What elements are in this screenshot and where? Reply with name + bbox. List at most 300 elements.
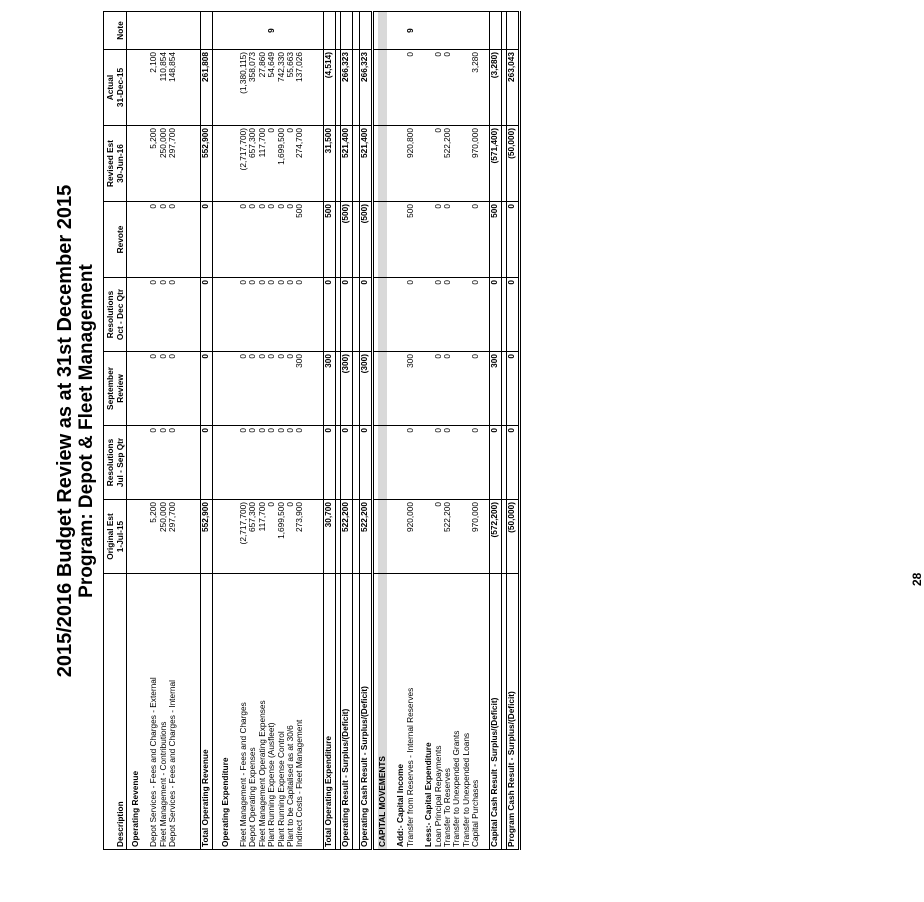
value-cell: 0: [286, 202, 295, 278]
spacer-cell: [178, 12, 201, 50]
spacer-cell: [212, 50, 221, 126]
note-cell: [452, 12, 461, 50]
spacer-cell: [178, 278, 201, 352]
empty-cell: [131, 202, 140, 278]
value-cell: 0: [239, 352, 248, 426]
value-cell: 31,500: [323, 126, 335, 202]
row-label: Transfer to Unexpended Loans: [462, 574, 471, 850]
empty-cell: [424, 426, 433, 500]
row-label: Plant to be Capitalised as at 30/6: [286, 574, 295, 850]
value-cell: 500: [406, 202, 415, 278]
value-cell: 0: [149, 426, 158, 500]
value-cell: 297,700: [168, 126, 177, 202]
section-heading: Less:- Capital Expenditure: [424, 574, 433, 850]
spacer-cell: [212, 278, 221, 352]
rotated-report-page: [52, 0, 924, 862]
value-cell: (500): [359, 202, 372, 278]
value-cell: (571,400): [489, 126, 501, 202]
value-cell: 1,699,500: [277, 126, 286, 202]
spacer-cell: [481, 500, 490, 574]
value-cell: 0: [295, 426, 304, 500]
spacer-cell: [230, 278, 239, 352]
value-cell: (2,717,700): [239, 500, 248, 574]
value-cell: 522,200: [359, 500, 372, 574]
value-cell: 0: [489, 426, 501, 500]
spacer-cell: [415, 500, 424, 574]
value-cell: 274,700: [295, 126, 304, 202]
empty-cell: [424, 50, 433, 126]
note-cell: [506, 12, 519, 50]
row-label: Total Operating Expenditure: [323, 574, 335, 850]
section-operating-expenditure: [221, 12, 230, 850]
value-cell: [462, 426, 471, 500]
value-cell: 0: [200, 278, 212, 352]
value-cell: 920,000: [406, 500, 415, 574]
value-cell: 1,699,500: [277, 500, 286, 574]
value-cell: 0: [506, 352, 519, 426]
spacer-cell: [140, 202, 149, 278]
empty-cell: [378, 352, 387, 426]
value-cell: 0: [248, 352, 257, 426]
spacer-cell: [178, 50, 201, 126]
value-cell: 148,854: [168, 50, 177, 126]
value-cell: (500): [340, 202, 352, 278]
value-cell: 0: [248, 278, 257, 352]
value-cell: 0: [258, 278, 267, 352]
value-cell: 500: [295, 202, 304, 278]
note-cell: [489, 12, 501, 50]
spacer-row: [305, 12, 324, 850]
note-cell: [323, 12, 335, 50]
spacer-cell: [387, 500, 396, 574]
spacer-cell: [481, 126, 490, 202]
value-cell: [452, 352, 461, 426]
value-cell: 0: [200, 202, 212, 278]
value-cell: 0: [406, 426, 415, 500]
spacer-cell: [305, 574, 324, 850]
spacer-cell: [387, 50, 396, 126]
value-cell: 250,000: [159, 126, 168, 202]
empty-cell: [378, 426, 387, 500]
note-cell: 9: [406, 12, 415, 50]
value-cell: 300: [295, 352, 304, 426]
note-cell: [248, 12, 257, 50]
total-operating-expenditure-row: [323, 12, 335, 850]
spacer-cell: [305, 50, 324, 126]
value-cell: (1,380,115): [239, 50, 248, 126]
value-cell: 0: [277, 202, 286, 278]
value-cell: 0: [168, 352, 177, 426]
spacer-cell: [352, 278, 359, 352]
header-description: Description: [104, 574, 127, 850]
spacer-cell: [212, 500, 221, 574]
capital-income-row: [406, 12, 415, 850]
value-cell: 273,900: [295, 500, 304, 574]
row-label: Depot Services - Fees and Charges - Internal: [168, 574, 177, 850]
spacer-cell: [178, 126, 201, 202]
value-cell: 0: [443, 50, 452, 126]
spacer-cell: [212, 352, 221, 426]
value-cell: (300): [359, 352, 372, 426]
value-cell: 0: [248, 202, 257, 278]
note-cell: [340, 12, 352, 50]
note-cell: [149, 12, 158, 50]
spacer-cell: [230, 426, 239, 500]
header-actual: Actual 31-Dec-15: [104, 50, 127, 126]
header-note: Note: [104, 12, 127, 50]
row-label: Program Cash Result - Surplus/(Deficit): [506, 574, 519, 850]
section-heading: CAPITAL MOVEMENTS: [378, 574, 387, 850]
spacer-cell: [305, 126, 324, 202]
value-cell: 0: [248, 426, 257, 500]
spacer-cell: [415, 426, 424, 500]
section-capital-movements: [378, 12, 387, 850]
value-cell: 0: [267, 202, 276, 278]
operating-result-row: [340, 12, 352, 850]
row-label: Indirect Costs - Fleet Management: [295, 574, 304, 850]
spacer-cell: [352, 426, 359, 500]
spacer-cell: [230, 352, 239, 426]
note-cell: [471, 12, 480, 50]
header-res2: Resolutions Oct - Dec Qtr: [104, 278, 127, 352]
spacer-cell: [415, 202, 424, 278]
value-cell: 266,323: [340, 50, 352, 126]
value-cell: 0: [258, 426, 267, 500]
note-cell: [200, 12, 212, 50]
spacer-row: [415, 12, 424, 850]
capital-cash-result-row: [489, 12, 501, 850]
value-cell: 0: [406, 50, 415, 126]
value-cell: 0: [340, 278, 352, 352]
value-cell: 522,200: [340, 500, 352, 574]
empty-cell: [378, 202, 387, 278]
empty-cell: [396, 278, 405, 352]
empty-cell: [378, 500, 387, 574]
spacer-row: [212, 12, 221, 850]
note-cell: [277, 12, 286, 50]
value-cell: 0: [239, 426, 248, 500]
expenditure-row: [295, 12, 304, 850]
row-label: Plant Running Expense (Ausfleet): [267, 574, 276, 850]
value-cell: 0: [443, 426, 452, 500]
empty-cell: [221, 50, 230, 126]
header-revised: Revised Est 30-Jun-16: [104, 126, 127, 202]
value-cell: 0: [434, 50, 443, 126]
spacer-cell: [387, 352, 396, 426]
value-cell: 552,900: [200, 126, 212, 202]
spacer-cell: [481, 12, 490, 50]
value-cell: 0: [277, 426, 286, 500]
note-cell: [295, 12, 304, 50]
revenue-row: [168, 12, 177, 850]
value-cell: 0: [159, 352, 168, 426]
value-cell: 742,330: [277, 50, 286, 126]
spacer-cell: [387, 202, 396, 278]
value-cell: 0: [149, 278, 158, 352]
value-cell: 0: [434, 500, 443, 574]
value-cell: [452, 126, 461, 202]
value-cell: 0: [277, 352, 286, 426]
header-original: Original Est 1-Jul-15: [104, 500, 127, 574]
empty-cell: [221, 352, 230, 426]
note-cell: [434, 12, 443, 50]
empty-cell: [424, 202, 433, 278]
spacer-cell: [352, 12, 359, 50]
value-cell: 0: [506, 202, 519, 278]
spacer-cell: [178, 500, 201, 574]
value-cell: 300: [406, 352, 415, 426]
value-cell: [462, 202, 471, 278]
total-operating-revenue-row: [200, 12, 212, 850]
empty-cell: [221, 202, 230, 278]
spacer-cell: [305, 352, 324, 426]
value-cell: 0: [200, 352, 212, 426]
empty-cell: [396, 50, 405, 126]
spacer-cell: [230, 202, 239, 278]
header-sept: September Review: [104, 352, 127, 426]
value-cell: 5,200: [149, 126, 158, 202]
capital-expenditure-row: [452, 12, 461, 850]
value-cell: 0: [443, 352, 452, 426]
value-cell: 3,280: [471, 50, 480, 126]
row-label: Operating Result - Surplus/(Deficit): [340, 574, 352, 850]
note-cell: [159, 12, 168, 50]
section-heading: Add:- Capital Income: [396, 574, 405, 850]
table-body: [127, 12, 520, 850]
report-subtitle: Program: Depot & Fleet Management: [76, 264, 97, 598]
value-cell: 0: [506, 278, 519, 352]
value-cell: 0: [267, 278, 276, 352]
row-label: Operating Cash Result - Surplus/(Deficit): [359, 574, 372, 850]
value-cell: [462, 352, 471, 426]
value-cell: 0: [159, 426, 168, 500]
row-label: Fleet Management Operating Expenses: [258, 574, 267, 850]
empty-cell: [221, 278, 230, 352]
empty-cell: [131, 126, 140, 202]
value-cell: 297,700: [168, 500, 177, 574]
value-cell: 0: [159, 278, 168, 352]
value-cell: 0: [267, 352, 276, 426]
value-cell: 0: [471, 278, 480, 352]
capital-expenditure-row: [471, 12, 480, 850]
value-cell: (3,280): [489, 50, 501, 126]
value-cell: 137,026: [295, 50, 304, 126]
spacer-cell: [305, 500, 324, 574]
value-cell: 0: [286, 500, 295, 574]
row-label: Capital Cash Result - Surplus/(Deficit): [489, 574, 501, 850]
value-cell: [452, 278, 461, 352]
empty-cell: [131, 500, 140, 574]
empty-cell: [131, 12, 140, 50]
spacer-cell: [481, 278, 490, 352]
value-cell: 0: [286, 352, 295, 426]
empty-cell: [131, 352, 140, 426]
empty-cell: [378, 50, 387, 126]
spacer-cell: [415, 50, 424, 126]
section-operating-revenue: [131, 12, 140, 850]
value-cell: 0: [168, 278, 177, 352]
value-cell: (50,000): [506, 126, 519, 202]
spacer-cell: [140, 352, 149, 426]
value-cell: 0: [471, 202, 480, 278]
empty-cell: [221, 126, 230, 202]
spacer-row: [178, 12, 201, 850]
spacer-cell: [387, 12, 396, 50]
empty-cell: [396, 426, 405, 500]
value-cell: 0: [239, 278, 248, 352]
value-cell: 54,649: [267, 50, 276, 126]
value-cell: (572,200): [489, 500, 501, 574]
value-cell: 358,073: [248, 50, 257, 126]
empty-cell: [378, 12, 387, 50]
value-cell: (4,514): [323, 50, 335, 126]
note-cell: [286, 12, 295, 50]
value-cell: 263,043: [506, 50, 519, 126]
value-cell: 27,860: [258, 50, 267, 126]
value-cell: 0: [149, 352, 158, 426]
spacer-row: [387, 12, 396, 850]
operating-cash-result-row: [359, 12, 372, 850]
row-label: Transfer to Unexpended Grants: [452, 574, 461, 850]
value-cell: 0: [267, 126, 276, 202]
section-heading: Operating Revenue: [131, 574, 140, 850]
header-res1: Resolutions Jul - Sep Qtr: [104, 426, 127, 500]
value-cell: 552,900: [200, 500, 212, 574]
spacer-cell: [481, 50, 490, 126]
spacer-cell: [387, 426, 396, 500]
program-cash-result-row: [506, 12, 519, 850]
report-title: 2015/2016 Budget Review as at 31st December 2015: [54, 184, 76, 678]
value-cell: [452, 426, 461, 500]
value-cell: 5,200: [149, 500, 158, 574]
value-cell: 266,323: [359, 50, 372, 126]
value-cell: 0: [359, 426, 372, 500]
value-cell: 920,800: [406, 126, 415, 202]
value-cell: 0: [434, 352, 443, 426]
value-cell: 0: [443, 278, 452, 352]
value-cell: 970,000: [471, 126, 480, 202]
row-label: Transfer from Reserves - Internal Reserves: [406, 574, 415, 850]
spacer-cell: [140, 12, 149, 50]
value-cell: 0: [267, 500, 276, 574]
value-cell: 0: [359, 278, 372, 352]
empty-cell: [221, 12, 230, 50]
row-label: Loan Principal Repayments: [434, 574, 443, 850]
value-cell: 0: [340, 426, 352, 500]
value-cell: 0: [239, 202, 248, 278]
value-cell: 521,400: [359, 126, 372, 202]
value-cell: 2,100: [149, 50, 158, 126]
value-cell: 117,700: [258, 500, 267, 574]
value-cell: [452, 202, 461, 278]
value-cell: [452, 50, 461, 126]
empty-cell: [131, 50, 140, 126]
value-cell: (50,000): [506, 500, 519, 574]
spacer-cell: [481, 352, 490, 426]
spacer-cell: [178, 352, 201, 426]
empty-cell: [131, 426, 140, 500]
row-label: Plant Running Expense Control: [277, 574, 286, 850]
value-cell: 0: [471, 352, 480, 426]
value-cell: 0: [149, 202, 158, 278]
empty-cell: [424, 126, 433, 202]
value-cell: 55,663: [286, 50, 295, 126]
value-cell: 0: [434, 202, 443, 278]
value-cell: 250,000: [159, 500, 168, 574]
value-cell: 0: [434, 278, 443, 352]
capital-expenditure-row: [443, 12, 452, 850]
spacer-cell: [481, 202, 490, 278]
value-cell: 0: [286, 278, 295, 352]
spacer-row: [481, 12, 490, 850]
spacer-cell: [140, 426, 149, 500]
value-cell: [452, 500, 461, 574]
value-cell: [462, 278, 471, 352]
value-cell: 500: [323, 202, 335, 278]
spacer-cell: [212, 126, 221, 202]
spacer-cell: [178, 574, 201, 850]
spacer-cell: [305, 202, 324, 278]
row-label: Fleet Management - Contributions: [159, 574, 168, 850]
value-cell: 657,300: [248, 126, 257, 202]
value-cell: 30,700: [323, 500, 335, 574]
value-cell: 0: [323, 426, 335, 500]
value-cell: 0: [323, 278, 335, 352]
value-cell: 0: [258, 352, 267, 426]
empty-cell: [424, 500, 433, 574]
value-cell: 0: [489, 278, 501, 352]
empty-cell: [378, 126, 387, 202]
header-row: [104, 12, 127, 850]
value-cell: 522,200: [443, 500, 452, 574]
value-cell: 0: [295, 278, 304, 352]
value-cell: 0: [471, 426, 480, 500]
note-cell: [443, 12, 452, 50]
spacer-cell: [415, 352, 424, 426]
value-cell: 0: [168, 202, 177, 278]
value-cell: 0: [258, 202, 267, 278]
value-cell: 300: [323, 352, 335, 426]
empty-cell: [424, 352, 433, 426]
value-cell: 0: [434, 126, 443, 202]
spacer-cell: [140, 278, 149, 352]
empty-cell: [131, 278, 140, 352]
page-number: 28: [910, 572, 924, 586]
spacer-cell: [178, 202, 201, 278]
value-cell: 522,200: [443, 126, 452, 202]
value-cell: 300: [489, 352, 501, 426]
value-cell: (300): [340, 352, 352, 426]
empty-cell: [424, 12, 433, 50]
value-cell: (2,717,700): [239, 126, 248, 202]
empty-cell: [378, 278, 387, 352]
spacer-cell: [481, 574, 490, 850]
value-cell: 0: [406, 278, 415, 352]
note-cell: [462, 12, 471, 50]
value-cell: 521,400: [340, 126, 352, 202]
spacer-cell: [305, 426, 324, 500]
note-cell: [359, 12, 372, 50]
header-revote: Revote: [104, 202, 127, 278]
empty-cell: [221, 426, 230, 500]
spacer-cell: [387, 278, 396, 352]
value-cell: 0: [434, 426, 443, 500]
row-label: Depot Operating Expenses: [248, 574, 257, 850]
value-cell: 0: [200, 426, 212, 500]
note-cell: 9: [267, 12, 276, 50]
value-cell: 0: [168, 426, 177, 500]
spacer-cell: [415, 278, 424, 352]
